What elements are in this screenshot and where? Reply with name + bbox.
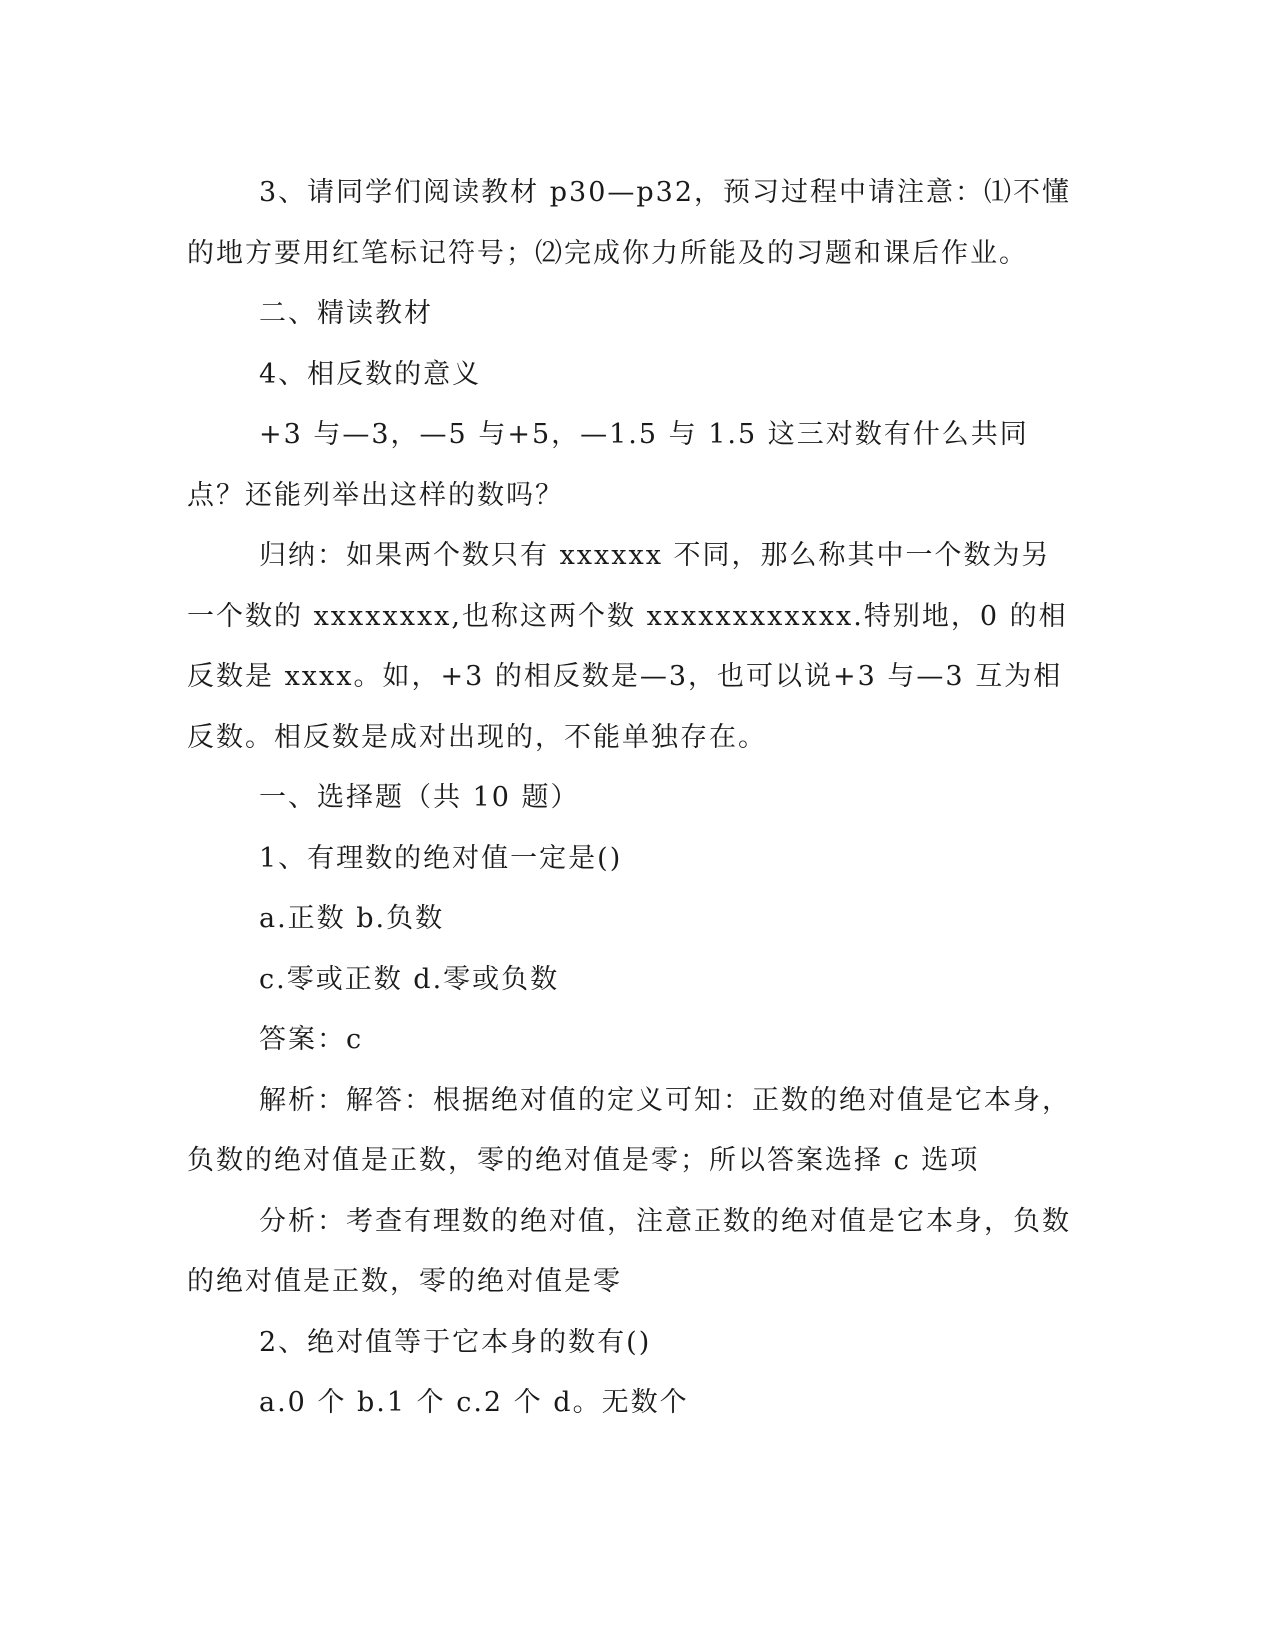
section-heading-close-reading: 二、精读教材 <box>259 298 433 329</box>
question-2: 2、绝对值等于它本身的数有() <box>259 1326 652 1358</box>
question-1-options-cd: c.零或正数 d.零或负数 <box>259 963 560 995</box>
question-1-analysis: 分析：考查有理数的绝对值，注意正数的绝对值是它本身，负数的绝对值是正数，零的绝对值是零 <box>187 1205 1071 1297</box>
document-body <box>187 163 1075 1434</box>
question-1-explanation: 解析：解答：根据绝对值的定义可知：正数的绝对值是它本身，负数的绝对值是正数，零的绝对值是零；所以答案选择 c 选项 <box>187 1084 1071 1176</box>
subheading-opposite-numbers: 4、相反数的意义 <box>259 358 482 390</box>
paragraph-question-pairs: +3 与—3，—5 与+5，—1.5 与 1.5 这三对数有什么共同点？还能列举出这样的数吗？ <box>187 419 1029 511</box>
paragraph-preview-instructions: 3、请同学们阅读教材 p30—p32，预习过程中请注意：⑴不懂的地方要用红笔标记符号；⑵完成你力所能及的习题和课后作业。 <box>187 177 1072 269</box>
question-1-answer: 答案：c <box>259 1024 364 1055</box>
question-1: 1、有理数的绝对值一定是() <box>259 842 623 874</box>
section-heading-multiple-choice: 一、选择题（共 10 题） <box>259 782 580 813</box>
question-2-options: a.0 个 b.1 个 c.2 个 d。无数个 <box>259 1387 689 1418</box>
question-1-options-ab: a.正数 b.负数 <box>259 903 445 934</box>
paragraph-summary: 归纳：如果两个数只有 xxxxxx 不同，那么称其中一个数为另一个数的 xxxxxxxx,也称这两个数 xxxxxxxxxxxx.特别地，0 的相反数是 xxxx。如，+3 的相反数是—3，也可以说+3 与—3 互为相反数。相反数是成对出现的，不能单独存在。 <box>187 540 1068 753</box>
